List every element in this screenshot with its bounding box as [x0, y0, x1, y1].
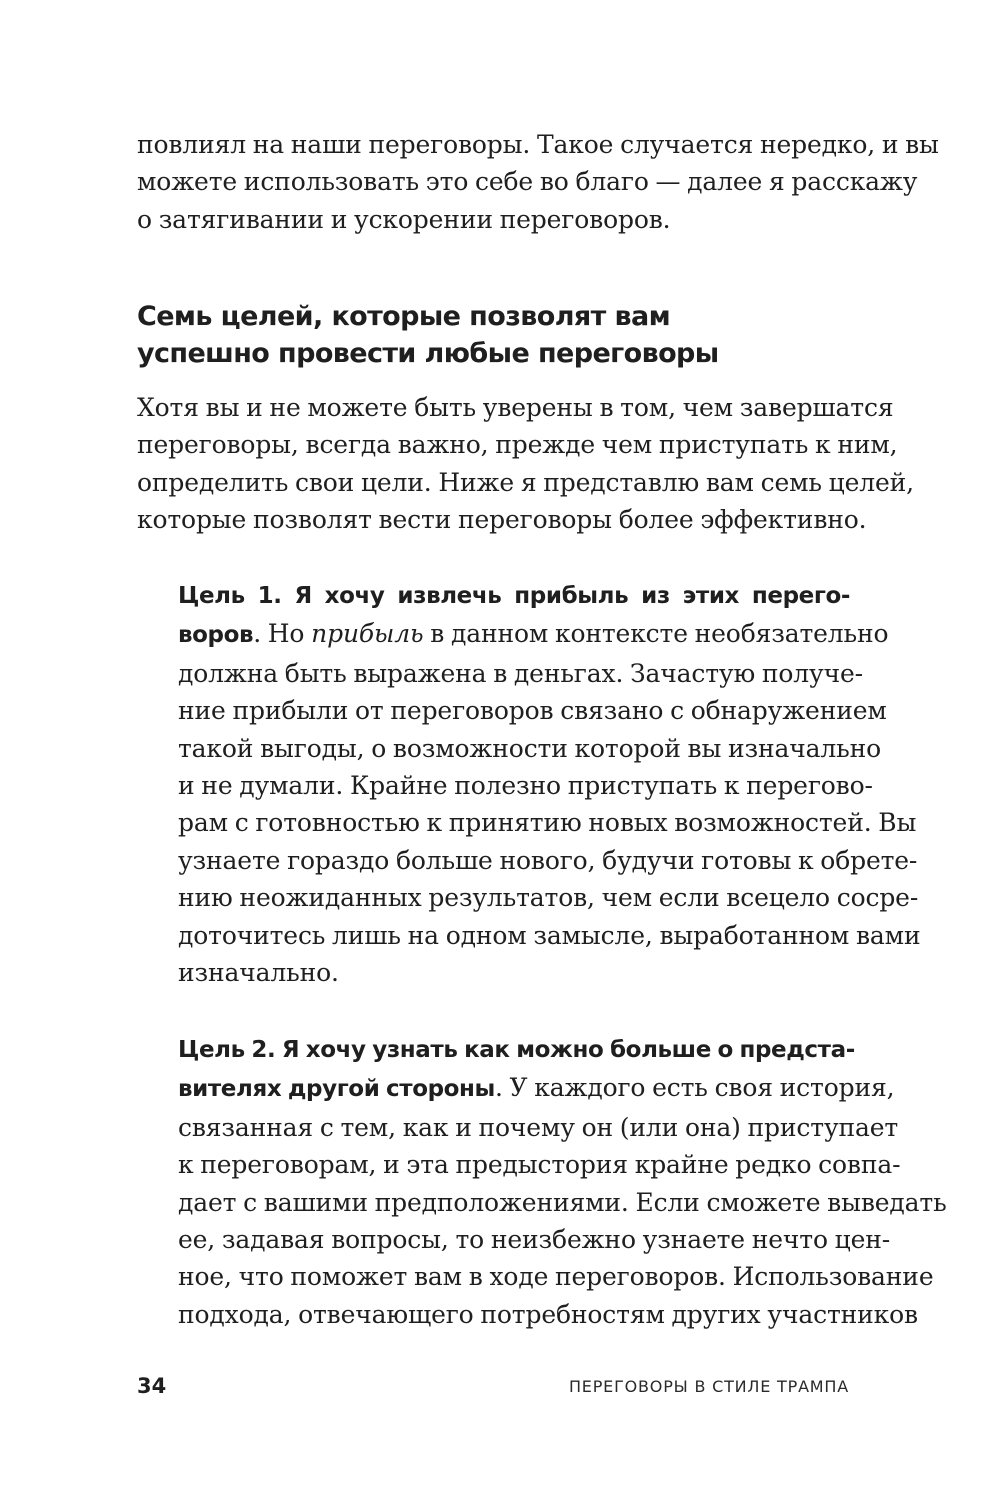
goal-1-second-line	[178, 615, 889, 654]
text-line: переговоры, всегда важно, прежде чем приступать к ним,	[137, 430, 898, 460]
intro-paragraph	[137, 126, 939, 238]
running-title: ПЕРЕГОВОРЫ В СТИЛЕ ТРАМПА	[568, 1377, 849, 1396]
text-line: ее, задавая вопросы, то неизбежно узнаете нечто цен-	[178, 1225, 891, 1255]
goal-2-second-line	[178, 1069, 895, 1108]
goal-1-block	[178, 576, 921, 991]
goal-1-italic-word: прибыль	[311, 619, 424, 649]
text-line: дает с вашими предположениями. Если сможете выведать	[178, 1187, 947, 1217]
page-footer	[137, 1372, 849, 1402]
text-line: доточитесь лишь на одном замысле, выработанном вами	[178, 920, 921, 950]
text-line: можете использовать это себе во благо — далее я расскажу	[137, 167, 918, 197]
text-line: нию неожиданных результатов, чем если всецело сосре-	[178, 883, 919, 913]
heading-line: успешно провести любые переговоры	[137, 338, 719, 369]
goal-2-text-rest: . У каждого есть своя история,	[494, 1073, 895, 1103]
goal-1-text-rest: в данном контексте необязательно	[423, 619, 889, 649]
text-line: к переговорам, и эта предыстория крайне редко совпа-	[178, 1150, 901, 1180]
text-line: ное, что поможет вам в ходе переговоров. Использование	[178, 1262, 934, 1292]
goal-1-text-start: . Но	[253, 619, 312, 649]
text-line: изначально.	[178, 958, 339, 988]
text-line: повлиял на наши переговоры. Такое случается нередко, и вы	[137, 130, 939, 159]
text-line: ние прибыли от переговоров связано с обнаружением	[178, 696, 887, 726]
text-line: о затягивании и ускорении переговоров.	[137, 204, 671, 234]
goal-1-title-end: воров	[178, 622, 254, 649]
section-paragraph	[137, 389, 914, 539]
goal-2-label: Цель 2	[178, 1037, 267, 1063]
heading-line: Семь целей, которые позволят вам	[137, 301, 671, 332]
text-line: узнаете гораздо больше нового, будучи готовы к обрете-	[178, 845, 918, 875]
text-line: связанная с тем, как и почему он (или она) приступает	[178, 1112, 899, 1142]
text-line: подхода, отвечающего потребностям других участников	[178, 1299, 918, 1329]
text-line: которые позволят вести переговоры более эффективно.	[137, 505, 867, 535]
text-line: и не думали. Крайне полезно приступать к перегово-	[178, 771, 873, 801]
section-heading	[137, 298, 849, 372]
goal-1-title-line	[178, 576, 850, 615]
text-line: такой выгоды, о возможности которой вы изначально	[178, 733, 882, 763]
text-line: должна быть выражена в деньгах. Зачастую получе-	[178, 658, 863, 688]
text-line: рам с готовностью к принятию новых возможностей. Вы	[178, 808, 917, 838]
goal-2-title-end: вителях другой стороны	[178, 1076, 495, 1103]
page-number: 34	[137, 1374, 167, 1398]
goal-2-title-line	[178, 1030, 855, 1069]
goal-1-label: Цель 1	[178, 583, 274, 609]
goal-2-block	[178, 1030, 947, 1333]
text-line: определить свои цели. Ниже я представлю вам семь целей,	[137, 467, 914, 497]
text-line: Хотя вы и не можете быть уверены в том, чем завершатся	[137, 393, 894, 422]
goal-2-title: . Я хочу узнать как можно больше о предста-	[266, 1037, 855, 1063]
goal-1-title: . Я хочу извлечь прибыль из этих перего-	[273, 583, 851, 609]
